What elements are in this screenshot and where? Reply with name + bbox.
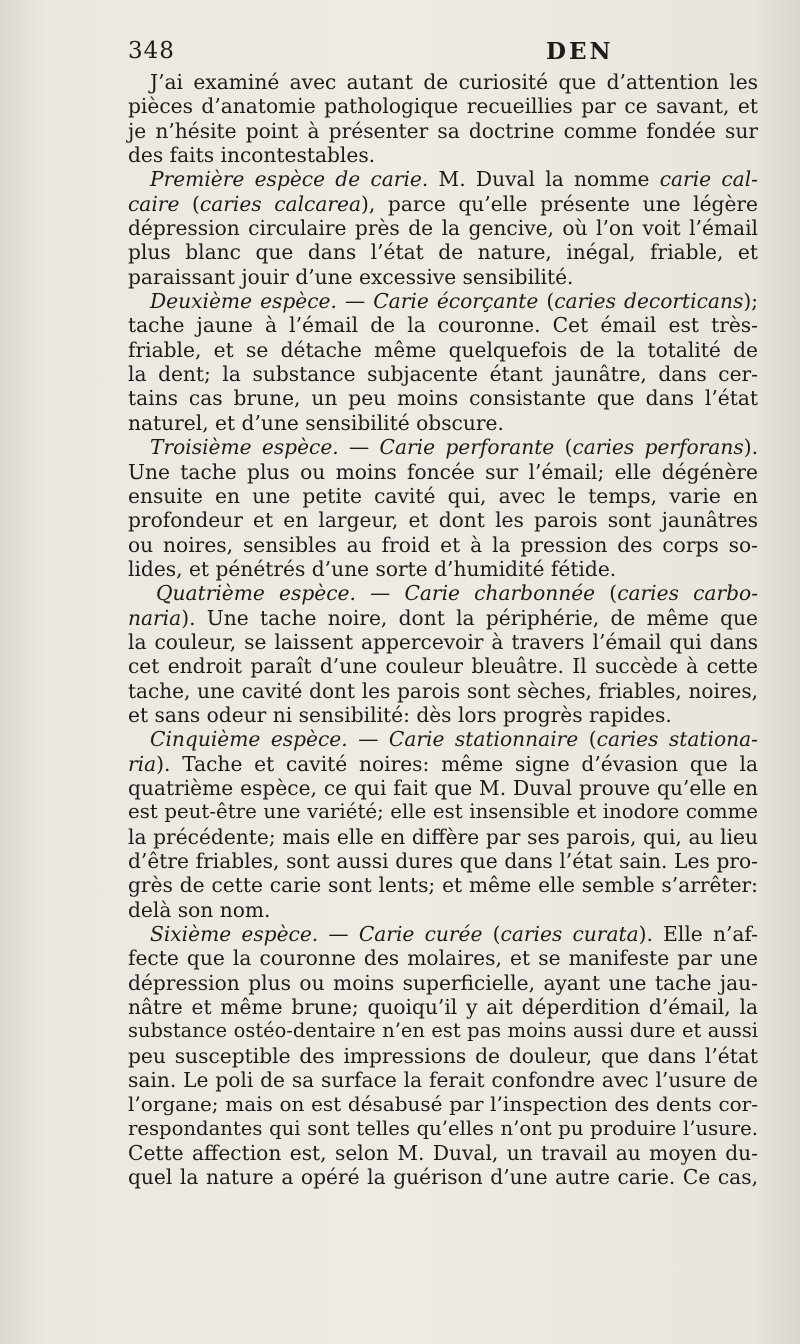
text-line: delà son nom. <box>128 897 271 922</box>
text-line: des faits incontestables. <box>128 143 376 168</box>
text-line: la dent; la substance subjacente étant jaunâtre, dans cer- <box>128 362 758 387</box>
text-line: ou noires, sensibles au froid et à la pression des corps so- <box>128 532 758 557</box>
page-header <box>128 38 758 68</box>
text-line: Cinquième espèce. — Carie stationnaire (caries stationa- <box>150 727 759 752</box>
text-line: cet endroit paraît d’une couleur bleuâtre. Il succède à cette <box>128 654 758 679</box>
text-line: paraissant jouir d’une excessive sensibilité. <box>128 264 574 289</box>
text-line: d’être friables, sont aussi dures que dans l’état sain. Les pro- <box>128 849 758 873</box>
body-text <box>128 70 758 1190</box>
running-head: DEN <box>546 38 614 65</box>
text-line: ria). Tache et cavité noires: même signe d’évasion que la <box>128 751 758 776</box>
text-line: nâtre et même brune; quoiqu’il y ait déperdition d’émail, la <box>128 995 758 1020</box>
page-number: 348 <box>128 38 175 64</box>
text-line: quatrième espèce, ce qui fait que M. Duval prouve qu’elle en <box>128 775 758 800</box>
text-line: Cette affection est, selon M. Duval, un travail au moyen du- <box>128 1141 758 1166</box>
text-line: friable, et se détache même quelquefois de la totalité de <box>128 337 758 362</box>
text-line: fecte que la couronne des molaires, et se manifeste par une <box>128 946 758 971</box>
text-line: Sixième espèce. — Carie curée (caries curata). Elle n’af- <box>150 922 758 947</box>
text-line: profondeur et en largeur, et dont les parois sont jaunâtres <box>128 508 758 533</box>
text-line: Une tache plus ou moins foncée sur l’émail; elle dégénère <box>128 459 758 484</box>
text-line: tache jaune à l’émail de la couronne. Cet émail est très- <box>128 313 758 338</box>
text-line: caire (caries calcarea), parce qu’elle présente une légère <box>128 191 758 216</box>
text-line: la précédente; mais elle en diffère par ses parois, qui, au lieu <box>128 824 758 849</box>
text-line: naturel, et d’une sensibilité obscure. <box>128 410 504 435</box>
text-line: je n’hésite point à présenter sa doctrine comme fondée sur <box>128 118 758 143</box>
text-line: Troisième espèce. — Carie perforante (caries perforans). <box>150 435 758 460</box>
text-line: Deuxième espèce. — Carie écorçante (caries decorticans); <box>150 289 758 314</box>
text-line: et sans odeur ni sensibilité: dès lors progrès rapides. <box>128 702 672 727</box>
text-line: J’ai examiné avec autant de curiosité que d’attention les <box>150 70 758 94</box>
text-line: tains cas brune, un peu moins consistante que dans l’état <box>128 386 758 411</box>
text-line: lides, et pénétrés d’une sorte d’humidité fétide. <box>128 556 617 581</box>
text-line: substance ostéo-dentaire n’en est pas moins aussi dure et aussi <box>128 1019 758 1043</box>
text-line: plus blanc que dans l’état de nature, inégal, friable, et <box>128 240 758 265</box>
text-line: Première espèce de carie. M. Duval la nomme carie cal- <box>150 167 758 192</box>
text-line: grès de cette carie sont lents; et même elle semble s’arrêter: <box>128 873 758 898</box>
text-line: la couleur, se laissent appercevoir à travers l’émail qui dans <box>128 629 758 654</box>
text-line: peu susceptible des impressions de douleur, que dans l’état <box>128 1043 758 1068</box>
text-line: pièces d’anatomie pathologique recueillies par ce savant, et <box>128 94 758 119</box>
text-line: l’organe; mais on est désabusé par l’inspection des dents cor- <box>128 1092 758 1117</box>
text-line: Quatrième espèce. — Carie charbonnée (caries carbo- <box>156 581 759 606</box>
text-line: ensuite en une petite cavité qui, avec le temps, varie en <box>128 483 758 508</box>
text-line: sain. Le poli de sa surface la ferait confondre avec l’usure de <box>128 1068 758 1093</box>
text-line: dépression circulaire près de la gencive, où l’on voit l’émail <box>128 216 758 241</box>
text-line: tache, une cavité dont les parois sont sèches, friables, noires, <box>128 678 758 703</box>
text-line: quel la nature a opéré la guérison d’une autre carie. Ce cas, <box>128 1165 758 1190</box>
text-line: dépression plus ou moins superficielle, ayant une tache jau- <box>128 970 758 995</box>
text-line: respondantes qui sont telles qu’elles n’ont pu produire l’usure. <box>128 1116 758 1140</box>
text-line: naria). Une tache noire, dont la périphérie, de même que <box>128 605 758 630</box>
text-line: est peut-être une variété; elle est insensible et inodore comme <box>128 800 758 824</box>
